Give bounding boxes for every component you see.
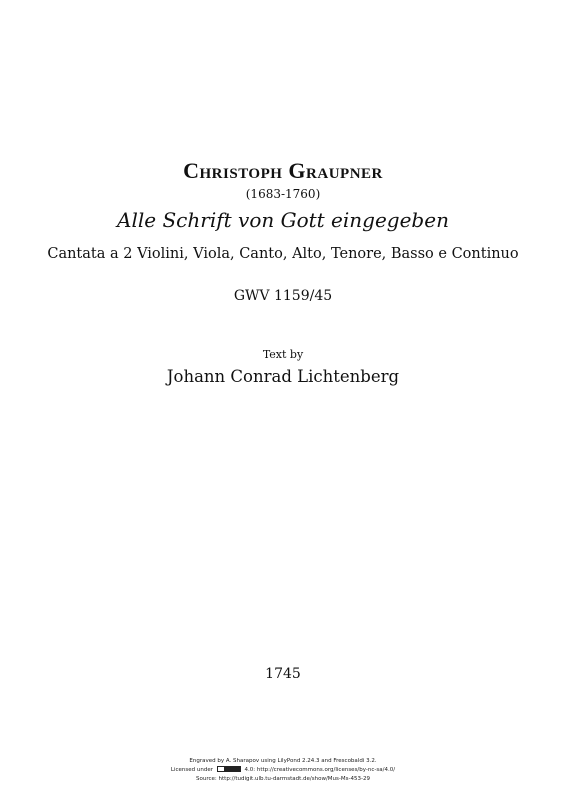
source-link[interactable]: Source: http://tudigit.ulb.tu-darmstadt.de/show/Mus-Ms-453-29 (196, 776, 370, 782)
license-line (0, 766, 566, 774)
engraving-credit: Engraved by A. Sharapov using LilyPond 2.24.3 and Frescobaldi 3.2. (189, 758, 377, 764)
composition-year: 1745 (265, 666, 301, 682)
text-by-label: Text by (262, 348, 304, 361)
work-title: Alle Schrift von Gott eingegeben (117, 208, 449, 232)
work-subtitle: Cantata a 2 Violini, Viola, Canto, Alto, Tenore, Basso e Continuo (47, 246, 519, 262)
composer-name: Christoph Graupner (183, 158, 383, 183)
composer-dates: (1683-1760) (245, 187, 321, 201)
catalog-number: GWV 1159/45 (233, 288, 333, 304)
cc-license-icon (217, 766, 241, 772)
license-suffix: 4.0: http://creativecommons.org/licenses/by-nc-sa/4.0/ (244, 767, 396, 773)
license-prefix: Licensed under (170, 767, 213, 773)
librettist-name: Johann Conrad Lichtenberg (166, 367, 400, 386)
